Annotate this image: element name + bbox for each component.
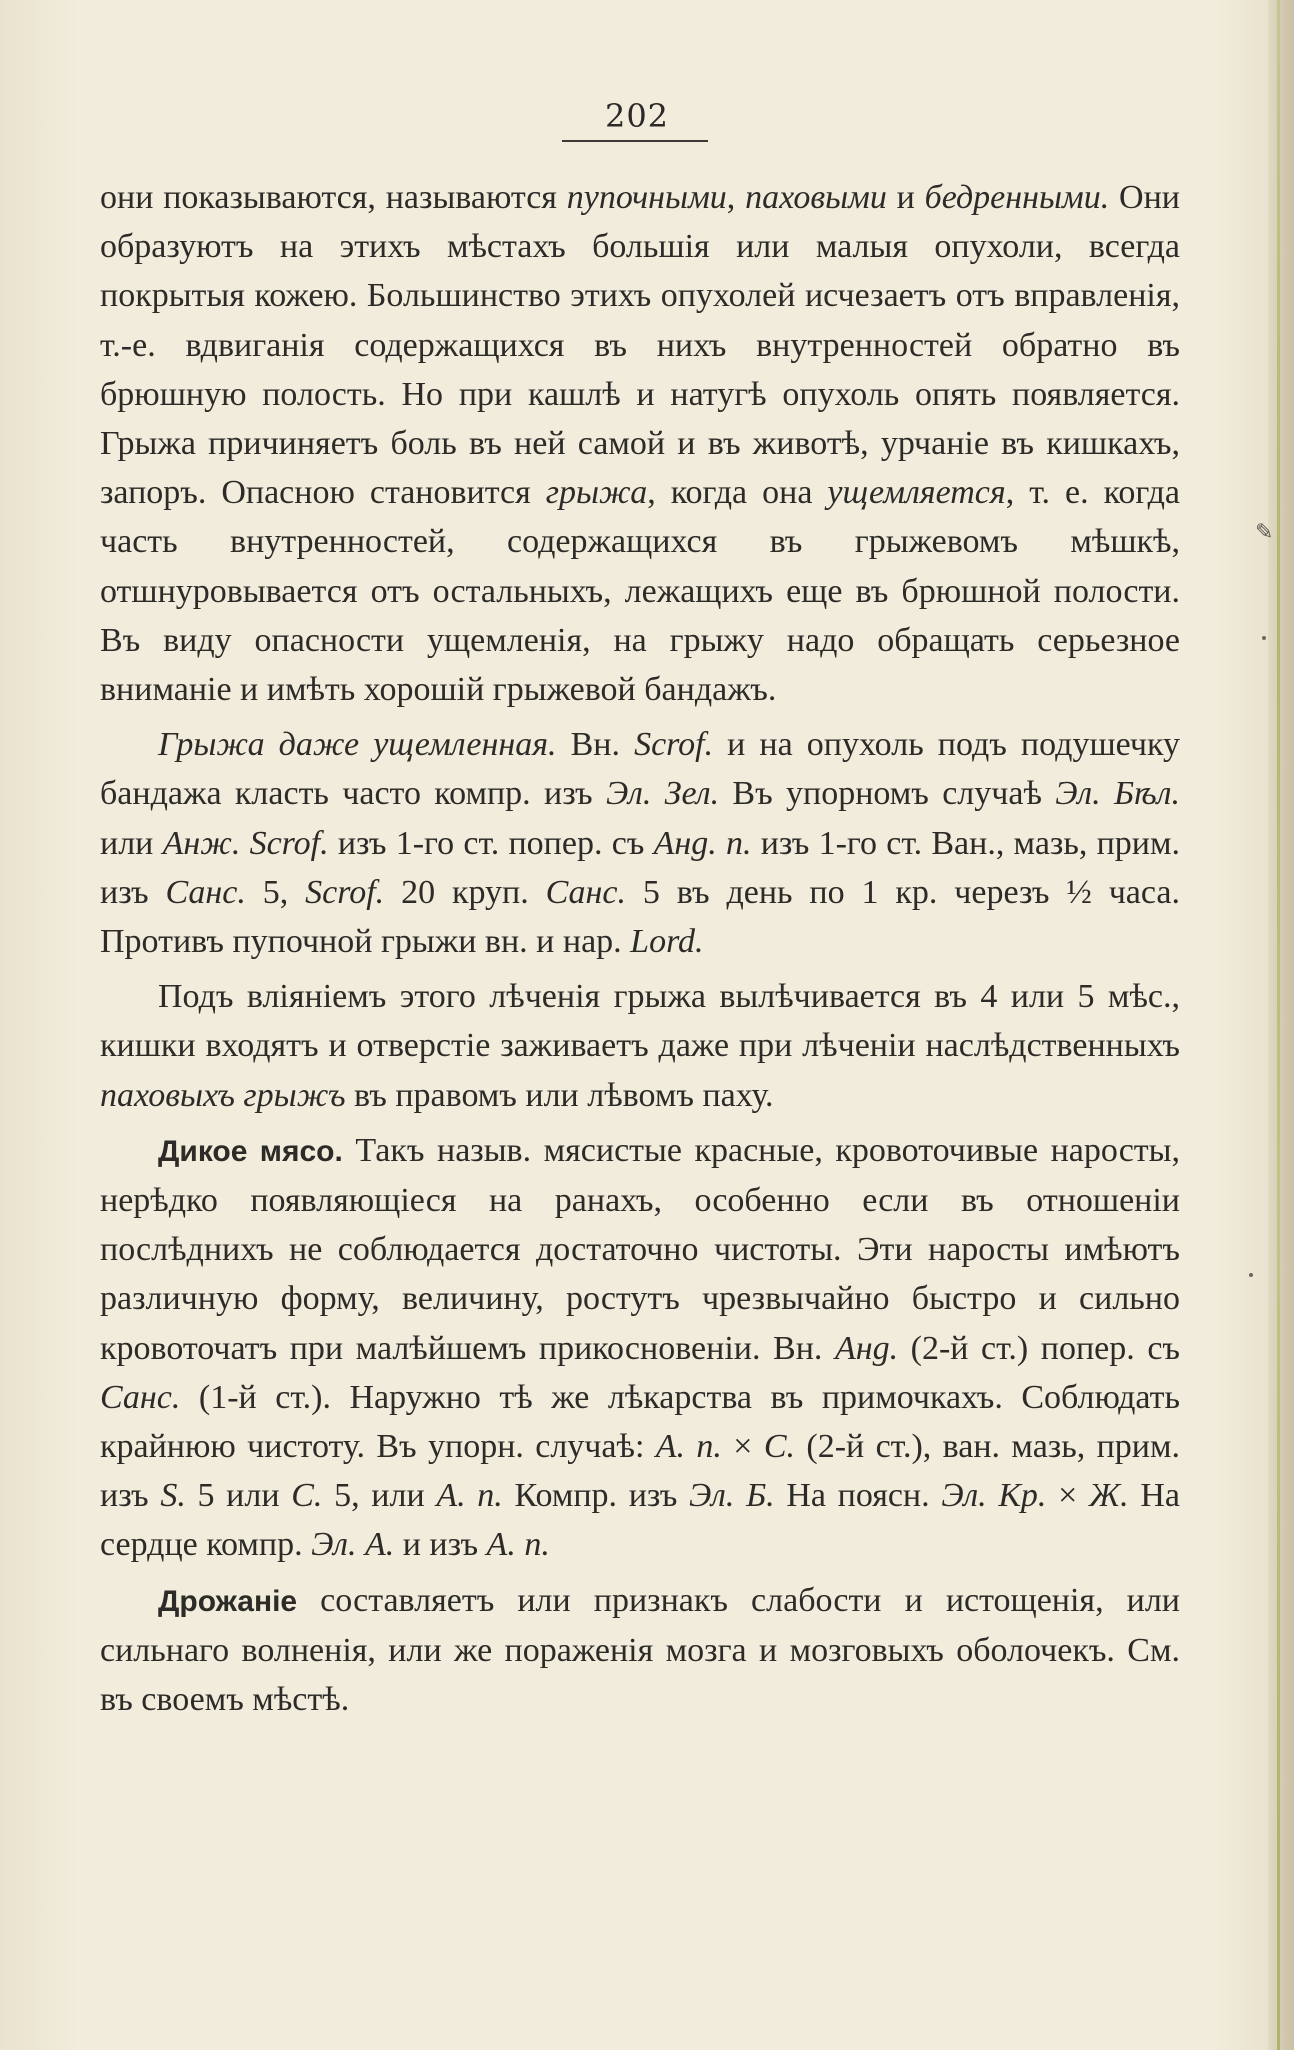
- paragraph-hernia-types: [100, 173, 1180, 714]
- italic-term: Lord.: [630, 923, 704, 961]
- italic-term: А. п.: [655, 1428, 722, 1466]
- text-run: ,: [726, 179, 746, 216]
- text-run: На поясн.: [774, 1477, 942, 1515]
- italic-term: А. п.: [436, 1477, 503, 1515]
- italic-term: Эл. А.: [311, 1526, 395, 1564]
- text-run: Вн.: [556, 726, 635, 764]
- text-run: Подъ вліяніемъ этого лѣченія грыжа вылѣчивается въ 4 или 5 мѣс., кишки входятъ и отверстіе заживаетъ даже при лѣченіи наслѣдственныхъ: [100, 978, 1180, 1065]
- italic-term: бедренными.: [924, 179, 1110, 216]
- text-run: и: [886, 179, 925, 216]
- paragraph-cure-note: [100, 972, 1180, 1120]
- text-run: , т. е. когда часть внутренностей, содержащихся въ грыжевомъ мѣшкѣ, отшнуровывается отъ остальныхъ, лежащихъ еще въ брюшной полости. Въ виду опасности ущемленія, на грыжу надо обращать серьезное вниманіе и имѣть хорошій грыжевой бандажъ.: [100, 474, 1180, 709]
- text-run: 5 или: [185, 1477, 292, 1515]
- paragraph-wild-flesh: [100, 1126, 1180, 1570]
- text-run: 20 круп.: [384, 873, 546, 911]
- text-run: 5 въ день по 1 кр. черезъ ½ часа. Противъ пупочной грыжи вн. и нар.: [100, 873, 1180, 961]
- text-run: Такъ назыв. мясистые красные, кровоточивые наросты, нерѣдко появляющіеся на ранахъ, особенно если въ отношеніи послѣднихъ не соблюдается достаточно чистоты. Эти наросты имѣютъ различную форму, величину, ростутъ чрезвычайно быстро и сильно кровоточатъ при малѣйшемъ прикосновеніи. Вн.: [100, 1131, 1180, 1367]
- text-run: (1-й ст.). Наружно тѣ же лѣкарства въ примочкахъ. Соблюдать крайнюю чистоту. Въ упорн. случаѣ:: [100, 1378, 1180, 1466]
- margin-mark: ✎: [1255, 520, 1274, 545]
- italic-term: Санс.: [165, 873, 246, 911]
- header-rule: [562, 140, 708, 142]
- italic-term: Анg. п.: [653, 824, 752, 862]
- body-text: [100, 173, 1180, 1730]
- page-edge-line: [1277, 0, 1280, 2050]
- text-run: Они образуютъ на этихъ мѣстахъ большія или малыя опухоли, всегда покрытыя кожею. Большинство этихъ опухолей исчезаетъ отъ вправленія, т.-е. вдвиганія содержащихся въ нихъ внутренностей обратно въ брюшную полость. Но при кашлѣ и натугѣ опухоль опять появляется. Грыжа причиняетъ боль въ ней самой и въ животѣ, урчаніе въ кишкахъ, запоръ. Опасною становится: [100, 179, 1180, 512]
- page-edge: [1268, 0, 1294, 2050]
- text-run: изъ 1-го ст. попер. съ: [328, 824, 654, 862]
- italic-term: грыжа: [545, 474, 648, 512]
- italic-term: Scrof.: [634, 726, 714, 764]
- paragraph-strangulated-hernia: [100, 720, 1180, 966]
- text-run: или: [100, 824, 163, 862]
- entry-heading: Дикое мясо.: [158, 1134, 343, 1168]
- italic-term: А. п.: [486, 1526, 550, 1564]
- italic-term: Эл. Бѣл.: [1055, 775, 1181, 813]
- text-run: ×: [721, 1428, 764, 1466]
- italic-term: паховыхъ грыжъ: [100, 1076, 346, 1114]
- entry-heading: Дрожаніе: [158, 1584, 298, 1618]
- text-run: составляетъ или признакъ слабости и истощенія, или сильнаго волненія, или же пораженія мозга и мозговыхъ оболочекъ. См. въ своемъ мѣстѣ.: [100, 1581, 1180, 1719]
- margin-dot: [1262, 636, 1266, 640]
- italic-term: Scrof.: [305, 873, 385, 911]
- italic-term: Анg.: [834, 1329, 899, 1367]
- italic-term: С.: [291, 1477, 323, 1515]
- text-run: (2-й ст.) попер. съ: [898, 1329, 1180, 1367]
- italic-term: С.: [763, 1428, 796, 1466]
- text-run: 5,: [245, 873, 306, 911]
- italic-term: Грыжа даже ущемленная.: [158, 726, 557, 764]
- text-run: они показываются, называются: [100, 179, 567, 216]
- italic-term: Санс.: [100, 1378, 181, 1416]
- text-run: и изъ: [394, 1526, 487, 1564]
- text-run: , когда она: [647, 474, 828, 512]
- italic-term: Эл. Б.: [689, 1477, 775, 1515]
- italic-term: Эл. Зел.: [605, 775, 720, 813]
- italic-term: Санс.: [545, 873, 626, 911]
- text-run: и на опухоль подъ подушечку бандажа класть часто компр. изъ: [100, 726, 1181, 813]
- text-run: ×: [1046, 1477, 1089, 1515]
- italic-term: пупочными: [566, 179, 727, 216]
- italic-term: S.: [160, 1477, 186, 1515]
- text-run: (2-й ст.), ван. мазь, прим. изъ: [100, 1428, 1180, 1515]
- page-number: 202: [604, 97, 670, 135]
- italic-term: Ж.: [1088, 1477, 1129, 1515]
- text-run: изъ 1-го ст. Ван., мазь, прим. изъ: [100, 824, 1181, 911]
- italic-term: Эл. Кр.: [941, 1477, 1047, 1515]
- italic-term: паховыми: [745, 179, 887, 216]
- text-run: 5, или: [322, 1477, 437, 1515]
- margin-dot: [1249, 1273, 1253, 1277]
- italic-term: Анж. Scrof.: [162, 824, 329, 862]
- page-header: [0, 96, 1294, 156]
- text-run: въ правомъ или лѣвомъ паху.: [345, 1076, 774, 1114]
- text-run: Компр. изъ: [502, 1477, 690, 1515]
- text-run: На сердце компр.: [100, 1477, 1180, 1564]
- text-run: Въ упорномъ случаѣ: [719, 775, 1056, 813]
- italic-term: ущемляется: [827, 474, 1006, 512]
- paragraph-trembling: [100, 1576, 1180, 1725]
